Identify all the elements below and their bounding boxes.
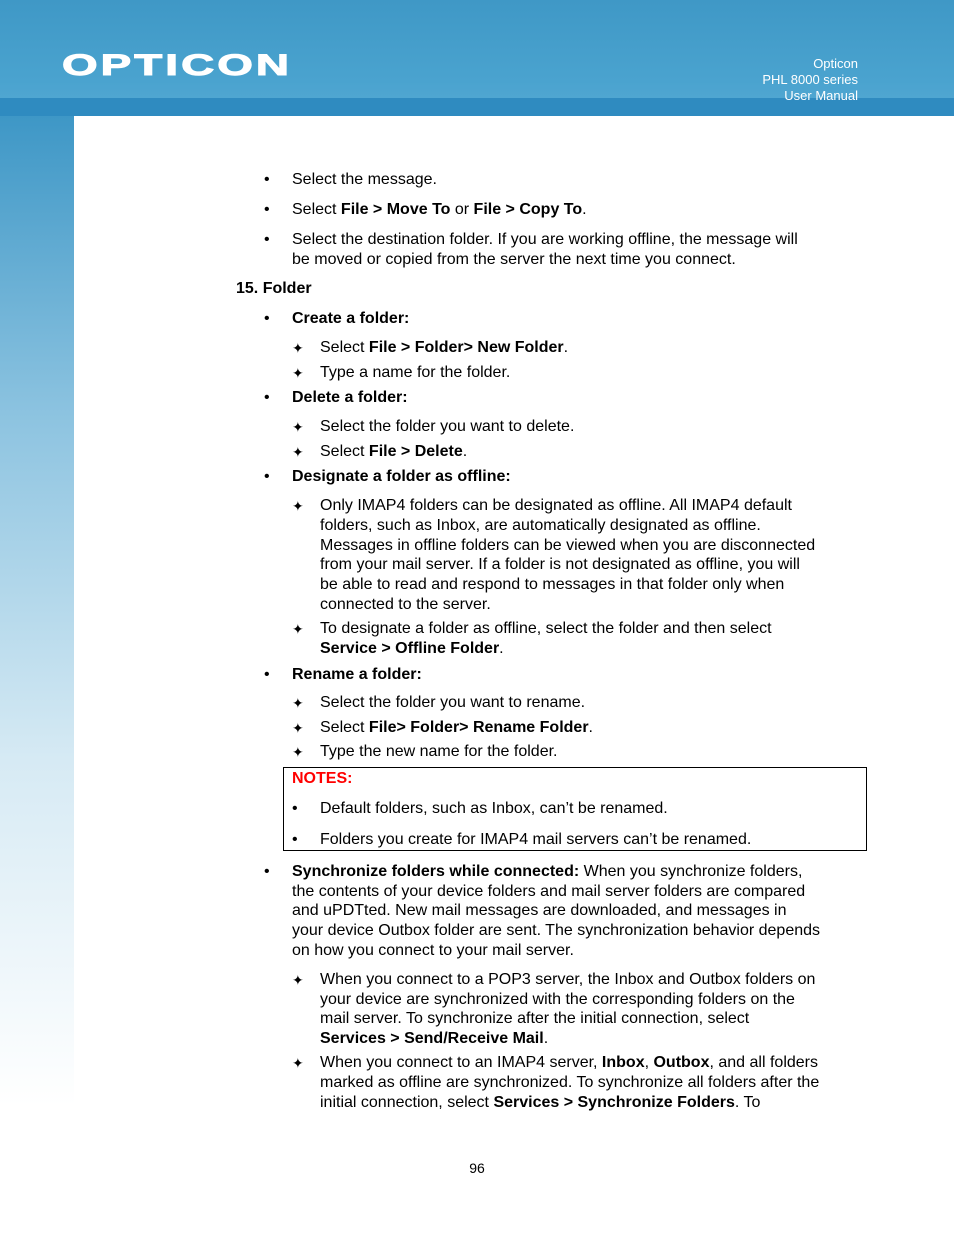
rename-step-2: Select File> Folder> Rename Folder.	[320, 719, 593, 736]
bullet: •	[264, 310, 270, 327]
star-bullet-icon: ✦	[292, 498, 304, 514]
bullet: •	[264, 231, 270, 248]
star-bullet-icon: ✦	[292, 365, 304, 381]
imap-l3: initial connection, select Services > Synchronize Folders. To	[320, 1094, 761, 1111]
pop3-l2: your device are synchronized with the corresponding folders on the	[320, 991, 795, 1008]
notes-title: NOTES:	[292, 770, 353, 787]
sync-l1: Synchronize folders while connected: When you synchronize folders,	[292, 863, 803, 880]
side-decoration	[0, 116, 74, 1106]
bullet: •	[264, 468, 270, 485]
bullet: •	[264, 863, 270, 880]
step-destination-l2: be moved or copied from the server the next time you connect.	[292, 251, 736, 268]
delete-step-1: Select the folder you want to delete.	[320, 418, 575, 435]
pop3-l4: Services > Send/Receive Mail.	[320, 1030, 549, 1047]
bullet: •	[264, 666, 270, 683]
delete-title: Delete a folder:	[292, 389, 408, 406]
offline-p1-l6: connected to the server.	[320, 596, 491, 613]
page-number: 96	[469, 1160, 485, 1176]
star-bullet-icon: ✦	[292, 1055, 304, 1071]
note-2: Folders you create for IMAP4 mail servers can’t be renamed.	[320, 831, 752, 848]
offline-p1-l1: Only IMAP4 folders can be designated as offline. All IMAP4 default	[320, 497, 792, 514]
opticon-logo	[62, 50, 294, 80]
header-series: PHL 8000 series	[762, 72, 858, 87]
header-company: Opticon	[813, 56, 858, 71]
offline-p1-l4: from your mail server. If a folder is not designated as offline, you will	[320, 556, 800, 573]
offline-p1-l2: folders, such as Inbox, are automatically designated as offline.	[320, 517, 761, 534]
star-bullet-icon: ✦	[292, 340, 304, 356]
header-doc: User Manual	[784, 88, 858, 103]
logo-text: OPTICON	[62, 50, 292, 80]
bullet: •	[264, 171, 270, 188]
create-step-1: Select File > Folder> New Folder.	[320, 339, 569, 356]
delete-step-2: Select File > Delete.	[320, 443, 468, 460]
rename-step-1: Select the folder you want to rename.	[320, 694, 586, 711]
bullet: •	[292, 831, 298, 848]
star-bullet-icon: ✦	[292, 720, 304, 736]
star-bullet-icon: ✦	[292, 695, 304, 711]
star-bullet-icon: ✦	[292, 972, 304, 988]
header-info	[762, 56, 858, 104]
star-bullet-icon: ✦	[292, 744, 304, 760]
step-destination-l1: Select the destination folder. If you are working offline, the message will	[292, 231, 798, 248]
sync-l4: your device Outbox folder are sent. The synchronization behavior depends	[292, 922, 821, 939]
star-bullet-icon: ✦	[292, 419, 304, 435]
offline-p2-l2: Service > Offline Folder.	[320, 640, 504, 657]
sync-l3: and uPDTted. New mail messages are downloaded, and messages in	[292, 902, 787, 919]
star-bullet-icon: ✦	[292, 621, 304, 637]
bullet: •	[292, 800, 298, 817]
pop3-l3: mail server. To synchronize after the initial connection, select	[320, 1010, 750, 1027]
offline-p2-l1: To designate a folder as offline, select the folder and then select	[320, 620, 772, 637]
sync-l2: the contents of your device folders and mail server folders are compared	[292, 883, 806, 900]
note-1: Default folders, such as Inbox, can’t be renamed.	[320, 800, 668, 817]
create-title: Create a folder:	[292, 310, 410, 327]
rename-title: Rename a folder:	[292, 666, 422, 683]
sync-l5: on how you connect to your mail server.	[292, 942, 574, 959]
offline-title: Designate a folder as offline:	[292, 468, 511, 485]
rename-step-3: Type the new name for the folder.	[320, 743, 558, 760]
offline-p1-l5: be able to read and respond to messages in that folder only when	[320, 576, 785, 593]
pop3-l1: When you connect to a POP3 server, the Inbox and Outbox folders on	[320, 971, 816, 988]
create-step-2: Type a name for the folder.	[320, 364, 511, 381]
star-bullet-icon: ✦	[292, 444, 304, 460]
bullet: •	[264, 389, 270, 406]
bullet: •	[264, 201, 270, 218]
step-move-copy: Select File > Move To or File > Copy To.	[292, 201, 587, 218]
offline-p1-l3: Messages in offline folders can be viewed when you are disconnected	[320, 537, 816, 554]
section-heading: 15. Folder	[236, 280, 312, 297]
imap-l2: marked as offline are synchronized. To synchronize all folders after the	[320, 1074, 820, 1091]
step-select-message: Select the message.	[292, 171, 437, 188]
imap-l1: When you connect to an IMAP4 server, Inbox, Outbox, and all folders	[320, 1054, 818, 1071]
